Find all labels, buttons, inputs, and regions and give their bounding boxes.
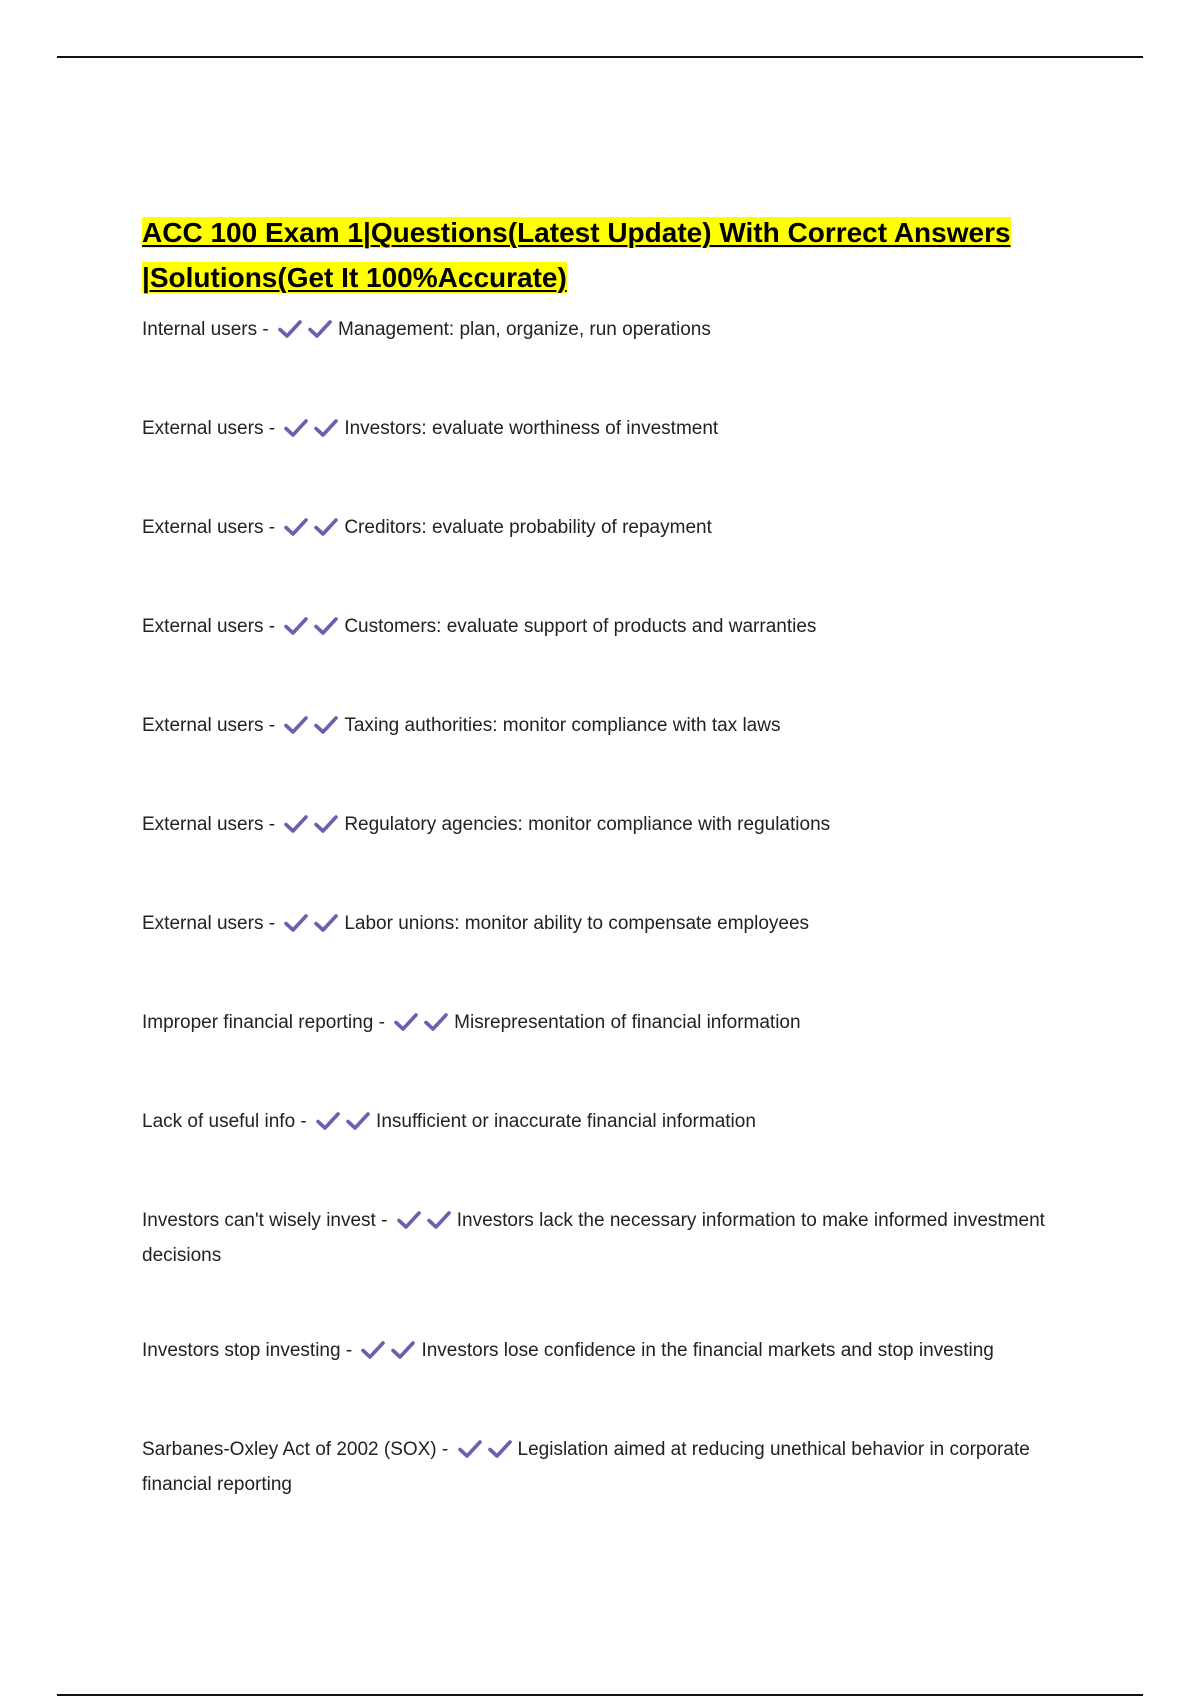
qa-definition: Management: plan, organize, run operations xyxy=(338,319,711,340)
qa-definition: Investors lose confidence in the financial markets and stop investing xyxy=(421,1340,994,1361)
checkmark-icon xyxy=(284,517,308,537)
qa-term: External users - xyxy=(142,517,276,538)
qa-definition: Regulatory agencies: monitor compliance with regulations xyxy=(344,814,831,835)
qa-item xyxy=(142,710,1082,745)
document-title-text: ACC 100 Exam 1|Questions(Latest Update) With Correct Answers |Solutions(Get It 100%Accurate) xyxy=(142,217,1011,293)
qa-definition: Labor unions: monitor ability to compensate employees xyxy=(344,913,810,934)
check-pair xyxy=(284,813,342,844)
qa-definition: Misrepresentation of financial information xyxy=(454,1012,801,1033)
check-pair xyxy=(316,1110,374,1141)
qa-term: Lack of useful info - xyxy=(142,1111,307,1132)
qa-definition: Taxing authorities: monitor compliance with tax laws xyxy=(344,715,781,736)
checkmark-icon xyxy=(284,814,308,834)
qa-definition: Creditors: evaluate probability of repayment xyxy=(344,517,712,538)
bottom-divider xyxy=(57,1694,1143,1696)
checkmark-icon xyxy=(316,1111,340,1131)
qa-term: External users - xyxy=(142,616,276,637)
qa-term: Investors stop investing - xyxy=(142,1340,353,1361)
qa-term: Investors can't wisely invest - xyxy=(142,1210,388,1231)
top-divider xyxy=(57,56,1143,58)
qa-item xyxy=(142,611,1082,646)
check-pair xyxy=(458,1438,516,1469)
checkmark-icon xyxy=(314,814,338,834)
checkmark-icon xyxy=(278,319,302,339)
qa-term: Improper financial reporting - xyxy=(142,1012,385,1033)
check-pair xyxy=(394,1011,452,1042)
check-pair xyxy=(284,615,342,646)
checkmark-icon xyxy=(424,1012,448,1032)
check-pair xyxy=(284,516,342,547)
qa-item xyxy=(142,809,1082,844)
checkmark-icon xyxy=(314,715,338,735)
check-pair xyxy=(278,318,336,349)
qa-definition: Customers: evaluate support of products and warranties xyxy=(344,616,817,637)
checkmark-icon xyxy=(394,1012,418,1032)
checkmark-icon xyxy=(361,1340,385,1360)
qa-item xyxy=(142,413,1082,448)
qa-list xyxy=(142,314,1082,1500)
qa-term: External users - xyxy=(142,715,276,736)
checkmark-icon xyxy=(427,1210,451,1230)
qa-definition: Investors lack the necessary information to make informed investment decisions xyxy=(142,1210,1045,1266)
checkmark-icon xyxy=(284,715,308,735)
qa-definition: Insufficient or inaccurate financial information xyxy=(376,1111,756,1132)
qa-item xyxy=(142,1335,1082,1370)
checkmark-icon xyxy=(391,1340,415,1360)
checkmark-icon xyxy=(314,913,338,933)
checkmark-icon xyxy=(314,616,338,636)
qa-term: External users - xyxy=(142,814,276,835)
qa-definition: Legislation aimed at reducing unethical behavior in corporate financial reporting xyxy=(142,1439,1030,1495)
qa-term: Internal users - xyxy=(142,319,269,340)
checkmark-icon xyxy=(308,319,332,339)
qa-item xyxy=(142,1007,1082,1042)
checkmark-icon xyxy=(284,418,308,438)
checkmark-icon xyxy=(284,616,308,636)
check-pair xyxy=(284,912,342,943)
document-title xyxy=(142,210,1082,300)
qa-item xyxy=(142,314,1082,349)
qa-definition: Investors: evaluate worthiness of investment xyxy=(344,418,719,439)
qa-term: External users - xyxy=(142,418,276,439)
checkmark-icon xyxy=(458,1439,482,1459)
checkmark-icon xyxy=(284,913,308,933)
qa-item xyxy=(142,1106,1082,1141)
checkmark-icon xyxy=(346,1111,370,1131)
qa-item xyxy=(142,512,1082,547)
qa-item xyxy=(142,908,1082,943)
qa-item xyxy=(142,1434,1082,1500)
check-pair xyxy=(284,417,342,448)
check-pair xyxy=(284,714,342,745)
document-body xyxy=(142,210,1082,1500)
checkmark-icon xyxy=(314,418,338,438)
qa-term: External users - xyxy=(142,913,276,934)
checkmark-icon xyxy=(314,517,338,537)
check-pair xyxy=(361,1339,419,1370)
check-pair xyxy=(397,1209,455,1240)
checkmark-icon xyxy=(488,1439,512,1459)
qa-term: Sarbanes-Oxley Act of 2002 (SOX) - xyxy=(142,1439,449,1460)
qa-item xyxy=(142,1205,1082,1271)
checkmark-icon xyxy=(397,1210,421,1230)
